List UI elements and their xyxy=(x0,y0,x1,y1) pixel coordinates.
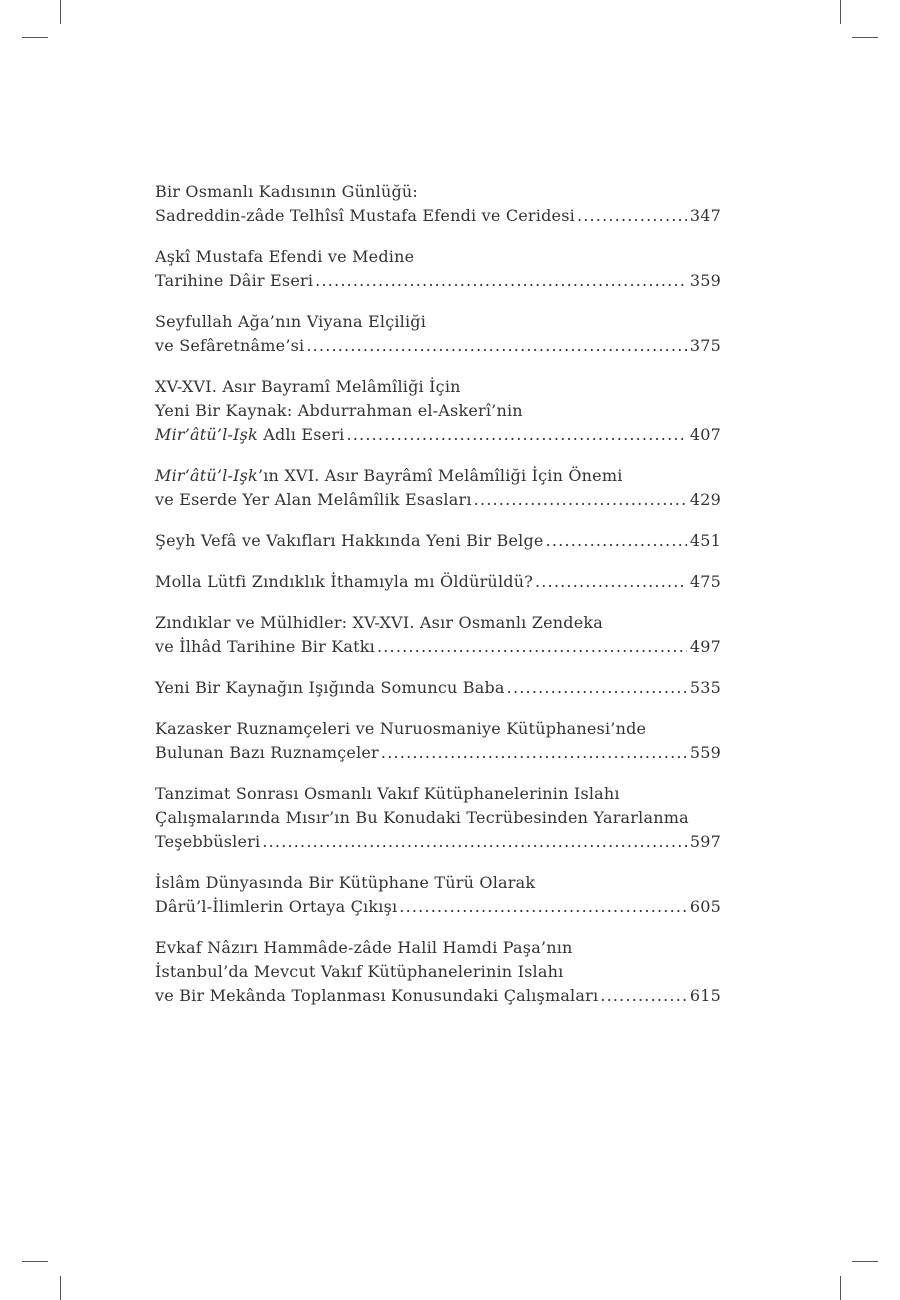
toc-entry-line: İslâm Dünyasında Bir Kütüphane Türü Olarak xyxy=(155,873,536,892)
leader-dots xyxy=(377,635,687,659)
page-number: 375 xyxy=(689,336,721,355)
toc-entry-last-line xyxy=(155,488,721,512)
crop-mark-top-left-vertical xyxy=(60,0,61,24)
toc-entry-title xyxy=(155,423,344,447)
toc-entry-title-rest: ’ın XVI. Asır Bayrâmî Melâmîliği İçin Önemi xyxy=(257,466,623,485)
crop-mark-top-right-vertical xyxy=(840,0,841,24)
toc-entry xyxy=(155,180,721,228)
page-number: 347 xyxy=(689,206,721,225)
toc-entry xyxy=(155,782,721,854)
page-number: 359 xyxy=(689,271,721,290)
toc-entry-last-line xyxy=(155,984,721,1008)
toc-entry-last-line xyxy=(155,529,721,553)
table-of-contents xyxy=(155,180,721,1025)
toc-entry xyxy=(155,529,721,553)
toc-entry-line: Bir Osmanlı Kadısının Günlüğü: xyxy=(155,182,419,201)
toc-entry-title: Tarihine Dâir Eseri xyxy=(155,271,314,290)
toc-entry-title: ve İlhâd Tarihine Bir Katkı xyxy=(155,637,375,656)
leader-dots xyxy=(535,570,687,594)
toc-entry-line: Çalışmalarında Mısır’ın Bu Konudaki Tecrübesinden Yararlanma xyxy=(155,808,689,827)
leader-dots xyxy=(600,984,687,1008)
leader-dots xyxy=(381,741,687,765)
toc-entry-line xyxy=(155,464,721,488)
leader-dots xyxy=(262,830,687,854)
toc-entry-italic-title: Mir’âtü’l-Işk xyxy=(155,425,258,444)
toc-entry-last-line xyxy=(155,269,721,293)
toc-entry xyxy=(155,245,721,293)
toc-entry xyxy=(155,611,721,659)
page-number: 535 xyxy=(689,678,721,697)
toc-entry xyxy=(155,310,721,358)
page-number: 597 xyxy=(689,832,721,851)
leader-dots xyxy=(306,334,687,358)
toc-entry-last-line xyxy=(155,676,721,700)
toc-entry-line: XV-XVI. Asır Bayramî Melâmîliği İçin xyxy=(155,377,461,396)
toc-entry-line: Seyfullah Ağa’nın Viyana Elçiliği xyxy=(155,312,427,331)
toc-entry-line: Yeni Bir Kaynak: Abdurrahman el-Askerî’nin xyxy=(155,401,523,420)
toc-entry xyxy=(155,676,721,700)
toc-entry-last-line xyxy=(155,570,721,594)
crop-mark-top-left-horizontal xyxy=(22,37,48,38)
toc-entry-last-line xyxy=(155,635,721,659)
toc-entry-line: Kazasker Ruznamçeleri ve Nuruosmaniye Kütüphanesi’nde xyxy=(155,719,647,738)
toc-entry-line: Evkaf Nâzırı Hammâde-zâde Halil Hamdi Paşa’nın xyxy=(155,938,573,957)
toc-entry-last-line xyxy=(155,334,721,358)
toc-entry-last-line xyxy=(155,423,721,447)
crop-mark-bottom-right-horizontal xyxy=(852,1261,878,1262)
toc-entry-title: Bulunan Bazı Ruznamçeler xyxy=(155,743,379,762)
page-number: 497 xyxy=(689,637,721,656)
toc-entry-last-line xyxy=(155,741,721,765)
page-number: 407 xyxy=(689,425,721,444)
page-number: 559 xyxy=(689,743,721,762)
crop-mark-bottom-left-horizontal xyxy=(22,1261,48,1262)
toc-entry-title: Sadreddin-zâde Telhîsî Mustafa Efendi ve Ceridesi xyxy=(155,206,575,225)
toc-entry-title: ve Sefâretnâme’si xyxy=(155,336,305,355)
toc-entry-title: Yeni Bir Kaynağın Işığında Somuncu Baba xyxy=(155,678,505,697)
toc-entry-last-line xyxy=(155,830,721,854)
toc-entry xyxy=(155,464,721,512)
toc-entry-title: Molla Lütfi Zındıklık İthamıyla mı Öldürüldü? xyxy=(155,572,533,591)
leader-dots xyxy=(546,529,687,553)
toc-entry-title: Dârü’l-İlimlerin Ortaya Çıkışı xyxy=(155,897,398,916)
leader-dots xyxy=(474,488,687,512)
crop-mark-bottom-left-vertical xyxy=(60,1276,61,1300)
toc-entry xyxy=(155,717,721,765)
toc-entry-line: Aşkî Mustafa Efendi ve Medine xyxy=(155,247,415,266)
leader-dots xyxy=(399,895,687,919)
toc-entry xyxy=(155,375,721,447)
toc-entry-title: ve Bir Mekânda Toplanması Konusundaki Çalışmaları xyxy=(155,986,599,1005)
toc-entry xyxy=(155,936,721,1008)
crop-mark-top-right-horizontal xyxy=(852,37,878,38)
toc-entry-line: Tanzimat Sonrası Osmanlı Vakıf Kütüphanelerinin Islahı xyxy=(155,784,620,803)
leader-dots xyxy=(507,676,687,700)
leader-dots xyxy=(346,423,686,447)
crop-mark-bottom-right-vertical xyxy=(840,1276,841,1300)
toc-entry-last-line xyxy=(155,895,721,919)
toc-entry-italic-title: Mir‘âtü’l-Işk xyxy=(155,466,258,485)
leader-dots xyxy=(315,269,687,293)
page-number: 605 xyxy=(689,897,721,916)
toc-entry-title: ve Eserde Yer Alan Melâmîlik Esasları xyxy=(155,490,472,509)
leader-dots xyxy=(577,204,687,228)
toc-entry-last-line xyxy=(155,204,721,228)
toc-entry-line: Zındıklar ve Mülhidler: XV-XVI. Asır Osmanlı Zendeka xyxy=(155,613,604,632)
page-number: 615 xyxy=(689,986,721,1005)
page-number: 429 xyxy=(689,490,721,509)
page-number: 475 xyxy=(689,572,721,591)
toc-entry xyxy=(155,871,721,919)
toc-entry-title: Şeyh Vefâ ve Vakıfları Hakkında Yeni Bir Belge xyxy=(155,531,544,550)
toc-entry-line: İstanbul’da Mevcut Vakıf Kütüphanelerinin Islahı xyxy=(155,962,564,981)
toc-entry-title-rest: Adlı Eseri xyxy=(257,425,345,444)
page-number: 451 xyxy=(689,531,721,550)
toc-entry xyxy=(155,570,721,594)
toc-entry-title: Teşebbüsleri xyxy=(155,832,261,851)
